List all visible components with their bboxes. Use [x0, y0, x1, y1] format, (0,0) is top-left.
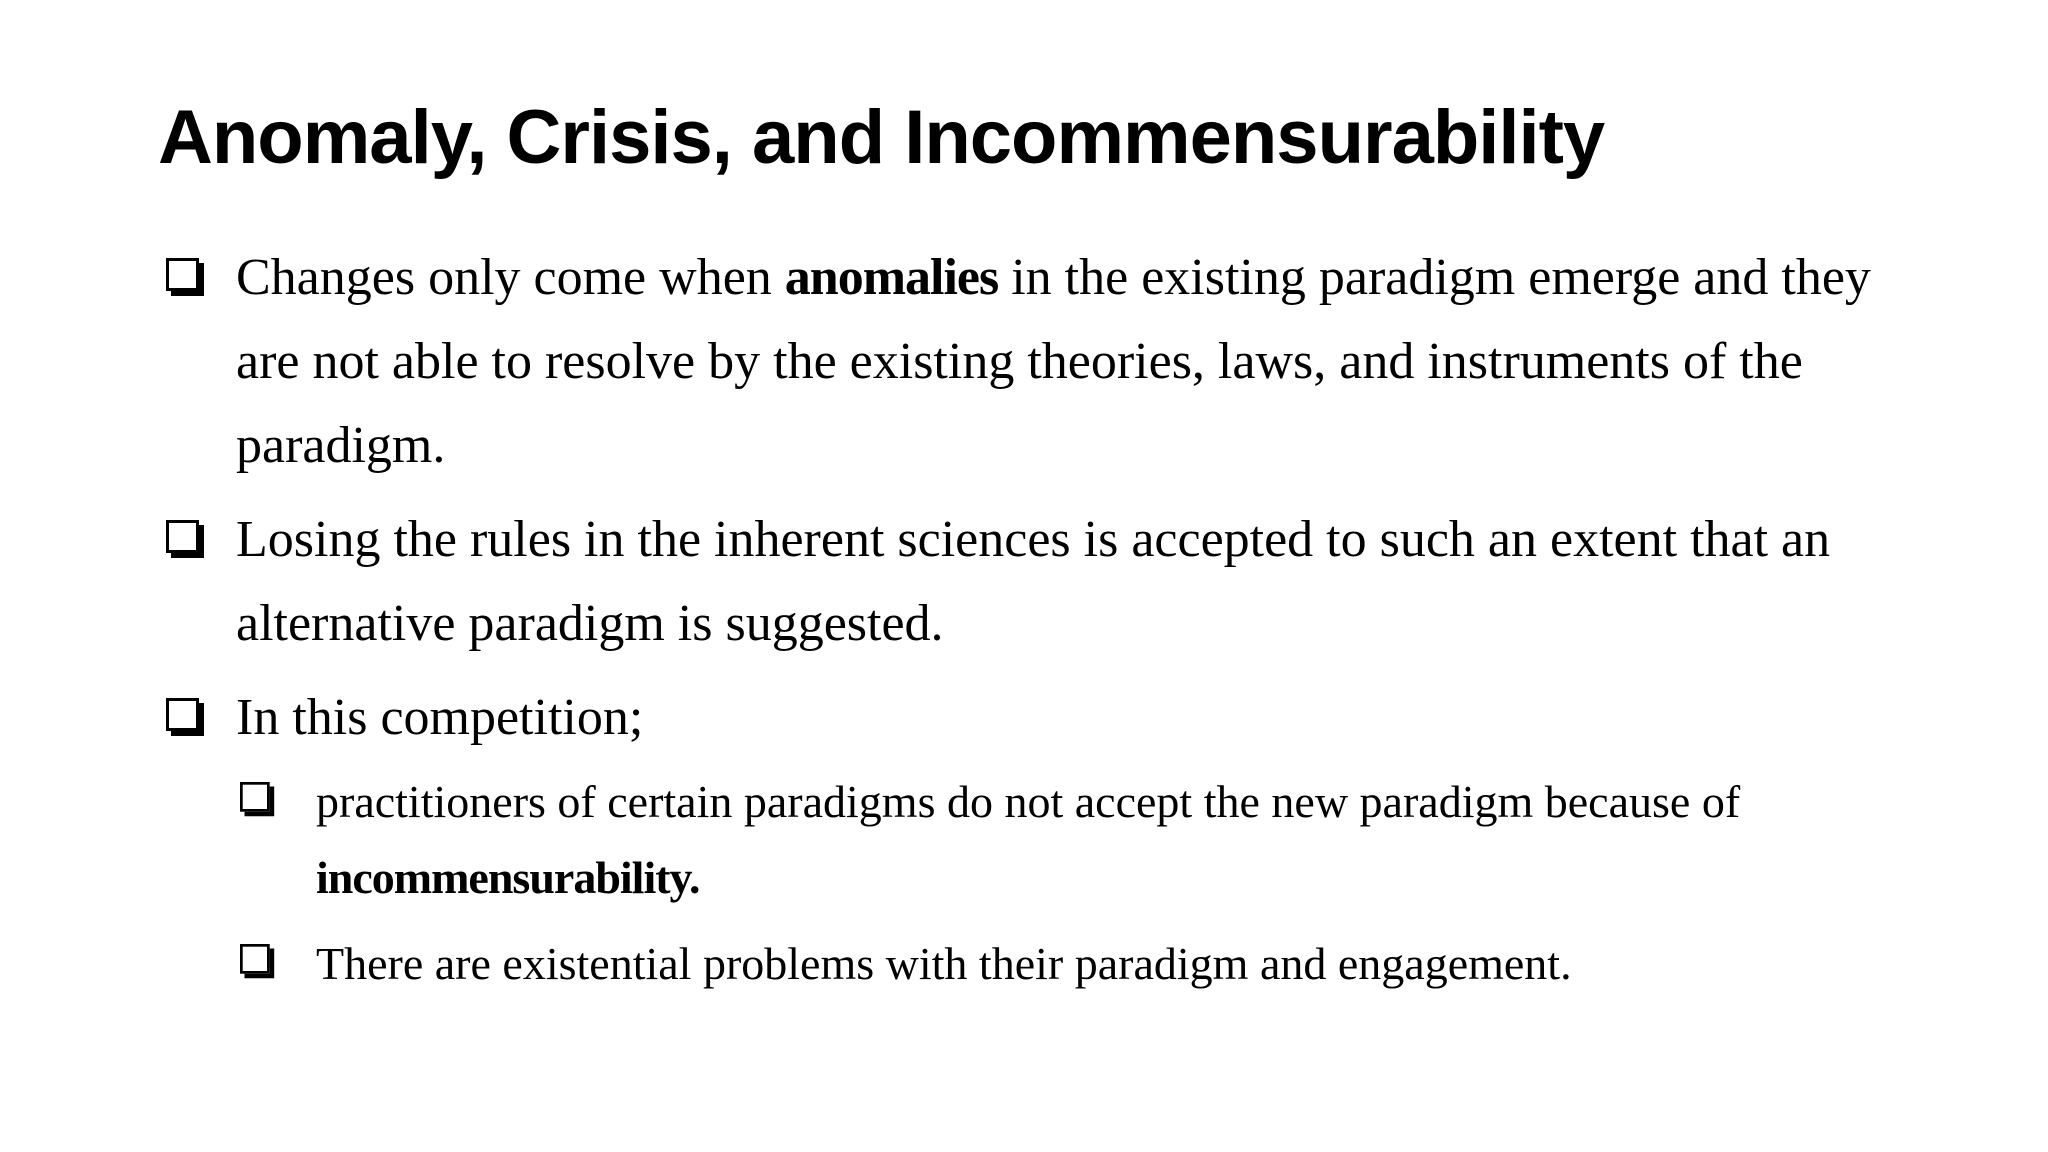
- checkbox-icon: [166, 258, 206, 298]
- checkbox-icon: [240, 944, 276, 980]
- bullet-text: In this competition;: [236, 689, 644, 746]
- sub-bullet-text: practitioners of certain paradigms do not accept the new paradigm because of incommensurability.: [316, 776, 1741, 903]
- sub-bullet-list: [236, 764, 1900, 1002]
- bullet-text: Losing the rules in the inherent sciences is accepted to such an extent that an alternative paradigm is suggested.: [236, 511, 1831, 652]
- bullet-item: [160, 676, 1900, 1002]
- bullet-item: [160, 236, 1900, 488]
- checkbox-icon: [166, 520, 206, 560]
- sub-bullet-item: [238, 926, 1900, 1002]
- sub-bullet-text: There are existential problems with their paradigm and engagement.: [316, 938, 1572, 989]
- bullet-list: [160, 236, 1900, 1012]
- bullet-text: Changes only come when anomalies in the existing paradigm emerge and they are not able to resolve by the existing theories, laws, and instruments of the paradigm.: [236, 249, 1871, 474]
- bold-term: anomalies: [784, 249, 999, 306]
- bold-term: incommensurability.: [316, 852, 700, 903]
- checkbox-icon: [166, 698, 206, 738]
- sub-bullet-item: [238, 764, 1900, 916]
- bullet-item: [160, 498, 1900, 666]
- slide-title: Anomaly, Crisis, and Incommensurability: [158, 95, 1605, 180]
- checkbox-icon: [240, 782, 276, 818]
